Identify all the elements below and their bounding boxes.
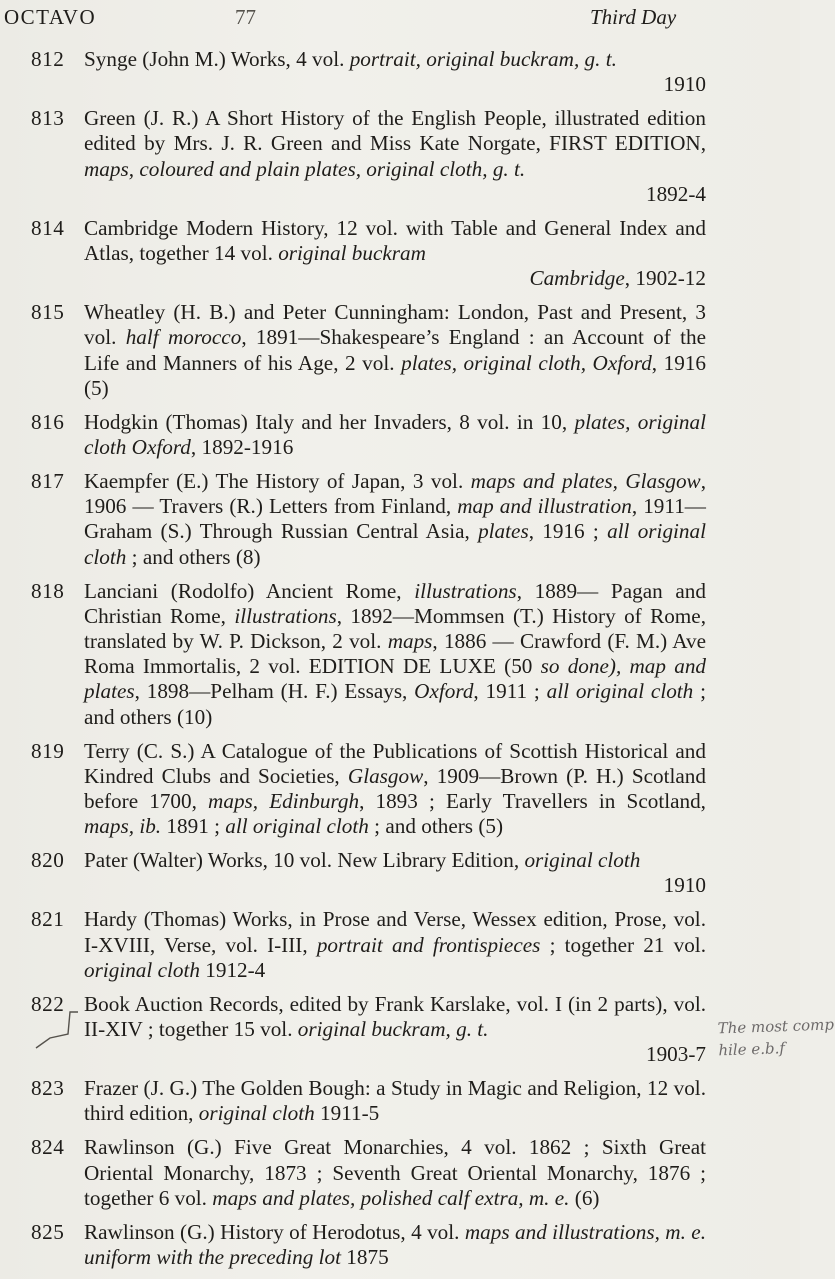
lot-description <box>84 848 706 873</box>
lot-number: 818 <box>31 578 65 603</box>
lot-description-text: Wheatley (H. B.) and Peter Cunningham: London, Past and Present, 3 vol. <box>84 300 706 350</box>
lot-entry <box>0 579 706 730</box>
lot-description <box>84 410 706 460</box>
lot-description-italic: original buckram <box>278 241 426 266</box>
lot-description-text: ; and others (5) <box>368 814 504 839</box>
lot-description-italic: maps <box>387 629 433 654</box>
lot-description-italic: Glasgow <box>347 763 424 788</box>
lot-description-text: Kaempfer (E.) The History of Japan, 3 vol. <box>84 469 471 494</box>
lot-description-text: , 1893 ; Early Travellers in Scotland, <box>359 789 706 814</box>
lot-description-italic: map and illustration <box>457 494 632 519</box>
lot-description-text: Green (J. R.) A Short History of the English People, illustrated edition edited by Mrs. J. R. Green and Miss Kate Norgate, FIRST EDITION, <box>84 106 706 156</box>
lot-description <box>84 106 706 182</box>
lot-description-text: Terry (C. S.) A Catalogue of the Publications of Scottish Historical and Kindred Clubs and Societies, <box>84 738 706 788</box>
lot-description-text: Frazer (J. G.) The Golden Bough: a Study in Magic and Religion, 12 vol. third edition, <box>84 1076 706 1126</box>
lot-description-italic: maps, coloured and plain plates, original cloth, g. t. <box>84 156 526 181</box>
lot-description <box>84 300 706 401</box>
lot-entry <box>0 300 706 401</box>
lot-imprint-part: , 1902-12 <box>624 266 706 291</box>
lot-description-text: Rawlinson (G.) History of Herodotus, 4 vol. <box>84 1219 465 1244</box>
lot-description-italic: Oxford <box>414 679 474 704</box>
lot-number: 815 <box>31 300 65 325</box>
lot-description-italic: all original cloth <box>225 814 369 839</box>
lot-description-text: 1911-5 <box>314 1101 380 1126</box>
lot-description-italic: maps and plates, Glasgow <box>470 469 701 494</box>
running-head-day: Third Day <box>590 5 677 29</box>
lot-description-text: , 1892-1916 <box>190 435 294 460</box>
lot-description-text: Rawlinson (G.) Five Great Monarchies, 4 vol. 1862 ; Sixth Great Oriental Monarchy, 1873 ; Seventh Great Oriental Monarchy, 1876 ; together 6 vol. <box>84 1135 706 1210</box>
lot-description-text: 1891 ; <box>161 814 226 839</box>
lot-date <box>84 266 706 291</box>
lot-description-italic: original cloth <box>84 957 200 982</box>
lot-entry <box>0 848 706 898</box>
lot-number: 822 <box>31 991 65 1016</box>
lot-description <box>84 1135 706 1211</box>
lot-imprint-part: Cambridge <box>529 266 625 291</box>
lot-description-text: , 1911 ; <box>473 679 547 704</box>
lot-description <box>84 469 706 570</box>
lot-number: 821 <box>31 907 65 932</box>
lot-entry <box>0 106 706 207</box>
lot-description-text: Hardy (Thomas) Works, in Prose and Verse, Wessex edition, Prose, vol. I-XVIII, Verse, vol. I-III, <box>84 907 706 957</box>
lot-entry <box>0 47 706 97</box>
lot-description-italic: illustrations <box>234 603 337 628</box>
handwritten-bracket-mark <box>30 1008 82 1056</box>
lot-number: 825 <box>31 1219 65 1244</box>
lot-date: 1910 <box>663 873 706 898</box>
lot-description-italic: original cloth <box>524 848 641 873</box>
lot-entry <box>0 1135 706 1211</box>
lot-description-text: Cambridge Modern History, 12 vol. with Table and General Index and Atlas, together 14 vol. <box>84 215 706 266</box>
lot-entry <box>0 469 706 570</box>
lot-number: 813 <box>31 106 65 131</box>
lot-description-italic: original buckram, g. t. <box>297 1017 489 1042</box>
lot-description-italic: illustrations <box>414 578 517 603</box>
lot-number: 812 <box>31 47 65 71</box>
lot-description-italic: maps, Edinburgh <box>208 789 360 814</box>
lot-description-text: (6) <box>569 1185 600 1210</box>
lot-description-text: Hodgkin (Thomas) Italy and her Invaders, 8 vol. in 10, <box>84 409 575 434</box>
lot-entry <box>0 992 706 1068</box>
lot-description-italic: portrait, original buckram, g. t. <box>349 47 617 71</box>
lot-description <box>84 907 706 983</box>
lot-description <box>84 579 706 730</box>
lot-entry <box>0 907 706 983</box>
lot-entry <box>0 1220 706 1270</box>
lot-description-text: 1912-4 <box>199 957 266 982</box>
lot-number: 814 <box>31 215 65 240</box>
running-head-format: OCTAVO <box>4 5 97 29</box>
lot-description <box>84 739 706 840</box>
lot-description-text: , 1891—Shakespeare’s England : an Account of the Life and Manners of his Age, 2 vol. <box>84 325 706 375</box>
lot-description-text: , 1906 — Travers (R.) Letters from Finland, <box>84 469 706 519</box>
lot-description-italic: maps and plates, polished calf extra, m. e. <box>212 1185 570 1210</box>
lot-description-text: , 1916 (5) <box>84 350 707 400</box>
lot-description-italic: all original cloth <box>84 519 706 569</box>
lot-entry <box>0 410 706 460</box>
lot-description-text: ; together 21 vol. <box>540 932 706 957</box>
lot-description-text: , 1889— Pagan and Christian Rome, <box>84 578 706 628</box>
lot-description-italic: maps, ib. <box>84 814 162 839</box>
lot-description-italic: plates, original cloth, Oxford <box>401 350 652 375</box>
annotation-line: hile e.b.f <box>718 1039 786 1060</box>
lot-description-text: Pater (Walter) Works, 10 vol. New Library Edition, <box>84 848 525 873</box>
lot-description-italic: half morocco <box>125 325 242 350</box>
lot-description-text: ; and others (8) <box>126 544 261 569</box>
lot-entry <box>0 1076 706 1126</box>
lot-description-text: , 1898—Pelham (H. F.) Essays, <box>134 679 415 704</box>
annotation-line: The most comp <box>717 1015 835 1038</box>
lot-description-text: , 1909—Brown (P. H.) Scotland before 1700, <box>84 763 706 814</box>
lot-description-text: , 1886 — Crawford (F. M.) Ave Roma Immortalis, 2 vol. EDITION DE LUXE (50 <box>84 629 706 679</box>
page-number: 77 <box>235 5 256 29</box>
lot-number: 820 <box>31 848 65 873</box>
lot-description-italic: all original cloth <box>546 679 694 704</box>
lot-description <box>84 1076 706 1126</box>
lot-number: 819 <box>31 738 65 763</box>
lot-description <box>84 47 706 72</box>
lot-entry <box>0 216 706 292</box>
lot-number: 817 <box>31 469 65 494</box>
lot-date: 1910 <box>663 72 706 97</box>
lot-description-text: , 1916 ; <box>528 519 608 544</box>
lot-number: 824 <box>31 1135 65 1160</box>
lot-number: 816 <box>31 409 65 434</box>
lot-description-italic: plates <box>478 519 529 544</box>
lot-description-text: , 1892—Mommsen (T.) History of Rome, translated by W. P. Dickson, 2 vol. <box>84 603 706 654</box>
running-head <box>0 2 800 32</box>
lot-description <box>84 216 706 266</box>
lot-date: 1903-7 <box>645 1042 706 1067</box>
lot-description-text: , 1911—Graham (S.) Through Russian Central Asia, <box>84 494 706 544</box>
lot-description-text: Book Auction Records, edited by Frank Karslake, vol. I (in 2 parts), vol. II-XIV ; together 15 vol. <box>84 991 706 1042</box>
lot-entry <box>0 739 706 840</box>
lot-description-text: Synge (John M.) Works, 4 vol. <box>84 47 350 71</box>
lot-description-text: Lanciani (Rodolfo) Ancient Rome, <box>84 578 415 603</box>
lot-description-italic: so done), map and plates <box>84 654 707 704</box>
lot-description-italic: maps and illustrations, m. e. uniform with the preceding lot <box>84 1219 707 1270</box>
lot-description-text: ; and others (10) <box>84 679 706 729</box>
handwritten-annotation <box>717 1015 835 1062</box>
lot-description-italic: original cloth <box>198 1101 315 1126</box>
lot-description <box>84 992 706 1042</box>
lot-description <box>84 1220 706 1270</box>
lot-number: 823 <box>31 1076 65 1101</box>
lot-description-text: 1875 <box>340 1245 389 1270</box>
lot-description-italic: plates, original cloth Oxford <box>84 409 707 460</box>
lot-date: 1892-4 <box>645 181 706 206</box>
lot-list <box>0 47 835 1279</box>
lot-description-italic: portrait and frontispieces <box>316 932 541 957</box>
